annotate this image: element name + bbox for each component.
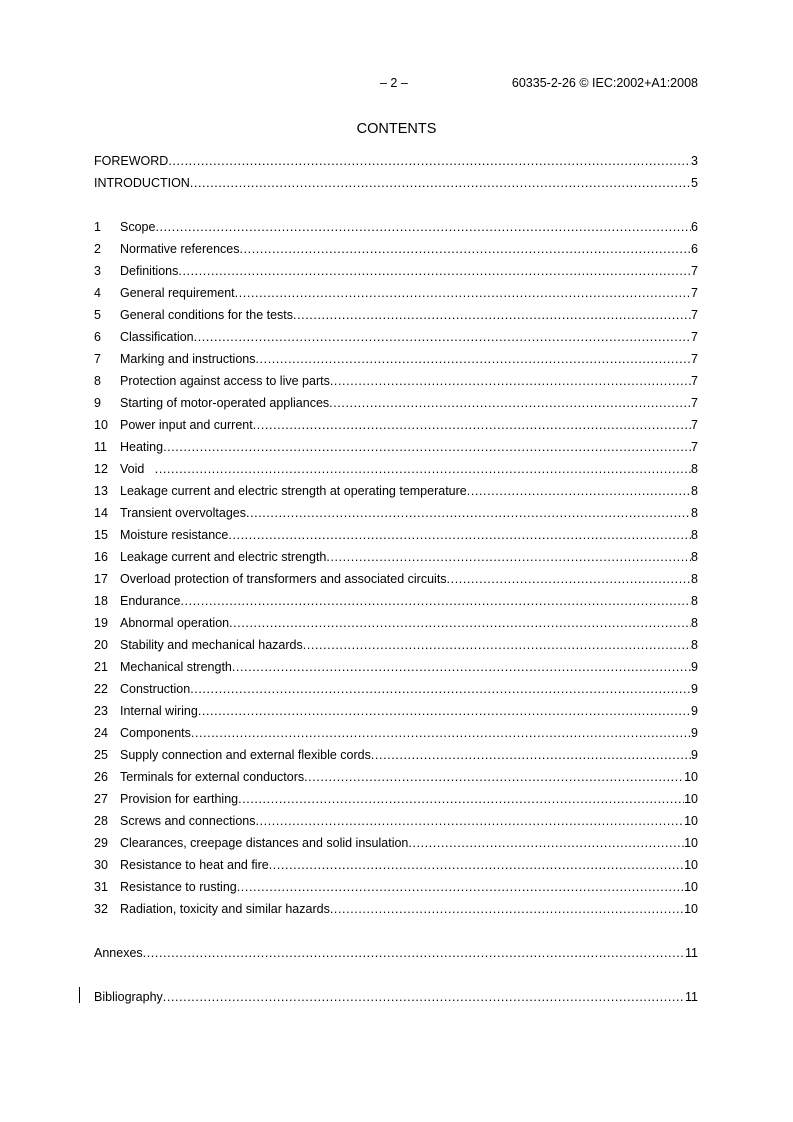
toc-entry-page: 7 (691, 418, 698, 432)
clause-number: 2 (94, 242, 101, 256)
dot-leader (330, 370, 691, 392)
dot-leader (303, 634, 691, 656)
toc-entry-label: Terminals for external conductors (120, 770, 305, 784)
toc-entry-clause[interactable] (94, 260, 698, 282)
toc-entry-label: Marking and instructions (120, 352, 256, 366)
dot-leader (229, 612, 691, 634)
spacer (94, 920, 698, 942)
dot-leader (256, 810, 685, 832)
toc-entry-label: Scope (120, 220, 156, 234)
toc-entry-clause[interactable] (94, 304, 698, 326)
toc-entry-page: 10 (684, 770, 698, 784)
clause-number: 13 (94, 484, 108, 498)
toc-entry-page: 9 (691, 726, 698, 740)
toc-entry-page: 8 (691, 528, 698, 542)
toc-entry-page: 8 (691, 462, 698, 476)
dot-leader (194, 326, 691, 348)
toc-entry-label: Abnormal operation (120, 616, 230, 630)
toc-entry-bibliography[interactable] (94, 986, 698, 1008)
toc-entry-clause[interactable] (94, 766, 698, 788)
clause-number: 4 (94, 286, 101, 300)
toc-entry-page: 8 (691, 506, 698, 520)
dot-leader (155, 458, 691, 480)
dot-leader (238, 788, 684, 810)
clause-number: 1 (94, 220, 101, 234)
toc-entry-page: 8 (691, 550, 698, 564)
toc-entry-clause[interactable] (94, 480, 698, 502)
toc-entry-clause[interactable] (94, 898, 698, 920)
dot-leader (253, 414, 691, 436)
toc-entry-clause[interactable] (94, 568, 698, 590)
toc-entry-label: Internal wiring (120, 704, 198, 718)
toc-entry-page: 10 (684, 880, 698, 894)
toc-entry-page: 8 (691, 572, 698, 586)
page-number: – 2 – (380, 76, 408, 90)
clause-number: 8 (94, 374, 101, 388)
toc-entry-clause[interactable] (94, 832, 698, 854)
clause-number: 26 (94, 770, 108, 784)
clause-number: 3 (94, 264, 101, 278)
toc-entry-clause[interactable] (94, 458, 698, 480)
toc-entry-page: 10 (684, 814, 698, 828)
toc-entry-label: Bibliography (94, 990, 163, 1004)
table-of-contents (94, 150, 698, 1008)
toc-entry-page: 7 (691, 374, 698, 388)
toc-entry-clause[interactable] (94, 546, 698, 568)
clause-number: 23 (94, 704, 108, 718)
document-reference: 60335-2-26 © IEC:2002+A1:2008 (511, 76, 698, 90)
toc-entry-clause[interactable] (94, 744, 698, 766)
toc-entry-label: Radiation, toxicity and similar hazards (120, 902, 330, 916)
clause-number: 17 (94, 572, 108, 586)
toc-entry-clause[interactable] (94, 634, 698, 656)
toc-entry-page: 7 (691, 330, 698, 344)
dot-leader (191, 722, 691, 744)
clause-number: 21 (94, 660, 108, 674)
clause-number: 18 (94, 594, 108, 608)
clause-number: 31 (94, 880, 108, 894)
toc-entry-label: Construction (120, 682, 191, 696)
toc-entry-page: 7 (691, 440, 698, 454)
dot-leader (198, 700, 691, 722)
toc-entry-clause[interactable] (94, 722, 698, 744)
dot-leader (190, 678, 691, 700)
clause-number: 16 (94, 550, 108, 564)
dot-leader (467, 480, 691, 502)
dot-leader (329, 392, 691, 414)
clause-number: 15 (94, 528, 108, 542)
dot-leader (330, 898, 684, 920)
toc-entry-label: Provision for earthing (120, 792, 239, 806)
toc-entry-page: 9 (691, 704, 698, 718)
toc-entry-clause[interactable] (94, 854, 698, 876)
clause-number: 7 (94, 352, 101, 366)
dot-leader (240, 238, 692, 260)
toc-entry-label: Starting of motor-operated appliances (120, 396, 330, 410)
toc-entry-clause[interactable] (94, 238, 698, 260)
toc-entry-label: General requirement (120, 286, 235, 300)
clause-number: 24 (94, 726, 108, 740)
toc-entry-page: 8 (691, 594, 698, 608)
clause-number: 5 (94, 308, 101, 322)
toc-entry-label: Endurance (120, 594, 181, 608)
dot-leader (228, 524, 691, 546)
dot-leader (235, 282, 691, 304)
toc-entry-label: Components (120, 726, 191, 740)
clause-number: 32 (94, 902, 108, 916)
spacer (94, 194, 698, 216)
toc-entry-page: 7 (691, 396, 698, 410)
toc-entry-clause[interactable] (94, 348, 698, 370)
toc-entry-label: Mechanical strength (120, 660, 232, 674)
clause-number: 25 (94, 748, 108, 762)
toc-entry-label: Protection against access to live parts (120, 374, 330, 388)
clause-number: 6 (94, 330, 101, 344)
toc-entry-page: 6 (691, 242, 698, 256)
clause-number: 22 (94, 682, 108, 696)
toc-entry-page: 10 (684, 836, 698, 850)
toc-entry-clause[interactable] (94, 436, 698, 458)
dot-leader (269, 854, 684, 876)
dot-leader (447, 568, 692, 590)
dot-leader (180, 590, 691, 612)
toc-entry-clause[interactable] (94, 590, 698, 612)
dot-leader (237, 876, 684, 898)
toc-entry-page: 11 (685, 990, 698, 1004)
change-bar (79, 987, 80, 1003)
clause-number: 12 (94, 462, 108, 476)
toc-entry-clause[interactable] (94, 678, 698, 700)
toc-entry-clause[interactable] (94, 370, 698, 392)
toc-entry-introduction[interactable] (94, 172, 698, 194)
dot-leader (371, 744, 691, 766)
toc-entry-label: Normative references (120, 242, 240, 256)
toc-entry-page: 10 (684, 902, 698, 916)
dot-leader (168, 150, 691, 172)
clause-number: 30 (94, 858, 108, 872)
toc-entry-label: Definitions (120, 264, 179, 278)
dot-leader (255, 348, 691, 370)
toc-entry-clause[interactable] (94, 612, 698, 634)
toc-entry-page: 10 (684, 858, 698, 872)
toc-entry-label: Clearances, creepage distances and solid insulation (120, 836, 409, 850)
toc-entry-label: Annexes (94, 946, 143, 960)
toc-entry-clause[interactable] (94, 700, 698, 722)
dot-leader (163, 436, 691, 458)
toc-entry-label: Resistance to heat and fire (120, 858, 269, 872)
toc-entry-page: 8 (691, 484, 698, 498)
clause-number: 11 (94, 440, 107, 454)
toc-entry-label: Void (120, 462, 155, 476)
dot-leader (178, 260, 691, 282)
clause-number: 20 (94, 638, 108, 652)
toc-entry-label: Supply connection and external flexible cords (120, 748, 371, 762)
toc-entry-page: 10 (684, 792, 698, 806)
toc-entry-clause[interactable] (94, 392, 698, 414)
dot-leader (408, 832, 684, 854)
toc-entry-label: FOREWORD (94, 154, 169, 168)
dot-leader (143, 942, 685, 964)
clause-number: 28 (94, 814, 108, 828)
toc-entry-clause[interactable] (94, 216, 698, 238)
toc-entry-clause[interactable] (94, 282, 698, 304)
toc-entry-page: 6 (691, 220, 698, 234)
toc-entry-clause[interactable] (94, 876, 698, 898)
toc-entry-label: Screws and connections (120, 814, 256, 828)
toc-entry-page: 8 (691, 616, 698, 630)
toc-entry-page: 7 (691, 264, 698, 278)
toc-entry-clause[interactable] (94, 656, 698, 678)
toc-entry-clause[interactable] (94, 502, 698, 524)
toc-entry-page: 7 (691, 352, 698, 366)
toc-entry-page: 7 (691, 286, 698, 300)
toc-entry-label: Heating (120, 440, 164, 454)
toc-entry-page: 11 (685, 946, 698, 960)
contents-title: CONTENTS (356, 121, 437, 137)
clause-number: 10 (94, 418, 108, 432)
toc-entry-label: Overload protection of transformers and associated circuits (120, 572, 447, 586)
clause-number: 9 (94, 396, 101, 410)
toc-entry-clause[interactable] (94, 524, 698, 546)
toc-entry-page: 9 (691, 660, 698, 674)
toc-entry-label: Stability and mechanical hazards (120, 638, 303, 652)
toc-entry-label: Leakage current and electric strength at operating temperature (120, 484, 467, 498)
clause-number: 14 (94, 506, 108, 520)
toc-entry-clause[interactable] (94, 788, 698, 810)
toc-entry-page: 9 (691, 748, 698, 762)
toc-entry-label: Leakage current and electric strength (120, 550, 327, 564)
toc-entry-page: 5 (691, 176, 698, 190)
dot-leader (304, 766, 684, 788)
toc-entry-page: 9 (691, 682, 698, 696)
toc-entry-annexes[interactable] (94, 942, 698, 964)
dot-leader (246, 502, 691, 524)
dot-leader (232, 656, 691, 678)
toc-entry-label: INTRODUCTION (94, 176, 190, 190)
dot-leader (163, 986, 685, 1008)
dot-leader (293, 304, 691, 326)
toc-entry-label: Resistance to rusting (120, 880, 237, 894)
dot-leader (190, 172, 691, 194)
dot-leader (155, 216, 691, 238)
toc-entry-page: 3 (691, 154, 698, 168)
clause-number: 27 (94, 792, 108, 806)
toc-entry-clause[interactable] (94, 414, 698, 436)
toc-entry-label: Moisture resistance (120, 528, 229, 542)
toc-entry-label: General conditions for the tests (120, 308, 294, 322)
clause-number: 29 (94, 836, 108, 850)
toc-entry-label: Power input and current (120, 418, 253, 432)
spacer (94, 964, 698, 986)
toc-entry-clause[interactable] (94, 326, 698, 348)
toc-entry-label: Classification (120, 330, 194, 344)
clause-number: 19 (94, 616, 108, 630)
toc-entry-clause[interactable] (94, 810, 698, 832)
toc-entry-label: Transient overvoltages (120, 506, 246, 520)
dot-leader (326, 546, 691, 568)
toc-entry-page: 7 (691, 308, 698, 322)
toc-entry-foreword[interactable] (94, 150, 698, 172)
toc-entry-page: 8 (691, 638, 698, 652)
